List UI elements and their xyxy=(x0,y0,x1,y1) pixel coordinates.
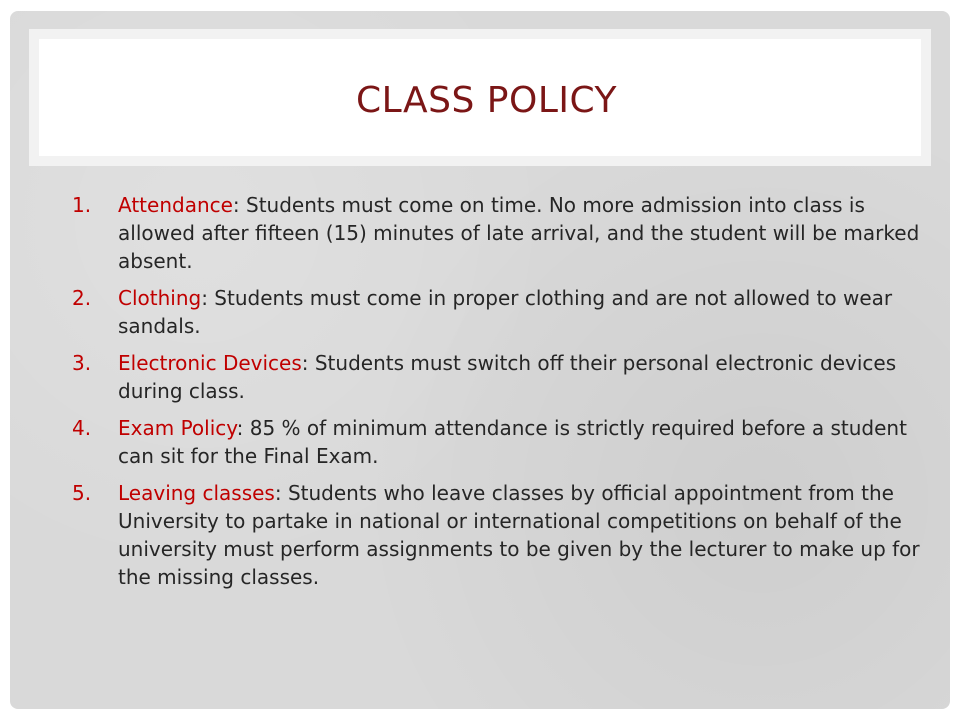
item-text: : 85 % of minimum attendance is strictly required before a student can sit for the Final Exam. xyxy=(118,416,907,468)
policy-item-electronic-devices xyxy=(70,349,930,405)
item-number: 5. xyxy=(72,481,92,505)
item-term: Attendance xyxy=(118,193,233,217)
slide xyxy=(10,11,950,709)
item-number: 4. xyxy=(72,416,92,440)
item-text: : Students must come on time. No more admission into class is allowed after fifteen (15) minutes of late arrival, and the student will be marked absent. xyxy=(118,193,920,273)
item-term: Electronic Devices xyxy=(118,351,302,375)
policy-list xyxy=(70,191,930,600)
policy-item-clothing xyxy=(70,284,930,340)
title-frame xyxy=(29,29,931,166)
item-term: Clothing xyxy=(118,286,202,310)
title-box xyxy=(39,39,921,156)
item-term: Leaving classes xyxy=(118,481,275,505)
item-number: 1. xyxy=(72,193,92,217)
item-number: 3. xyxy=(72,351,92,375)
policy-item-attendance xyxy=(70,191,930,275)
item-text: : Students must come in proper clothing and are not allowed to wear sandals. xyxy=(118,286,893,338)
item-term: Exam Policy xyxy=(118,416,237,440)
policy-item-leaving-classes xyxy=(70,479,930,591)
item-text: : Students must switch off their personal electronic devices during class. xyxy=(118,351,897,403)
policy-item-exam-policy xyxy=(70,414,930,470)
slide-title: CLASS POLICY xyxy=(356,80,618,121)
item-text: : Students who leave classes by official appointment from the University to partake in national or international competitions on behalf of the university must perform assignments to be given by the lecturer to make up for the missing classes. xyxy=(118,481,920,589)
item-number: 2. xyxy=(72,286,92,310)
